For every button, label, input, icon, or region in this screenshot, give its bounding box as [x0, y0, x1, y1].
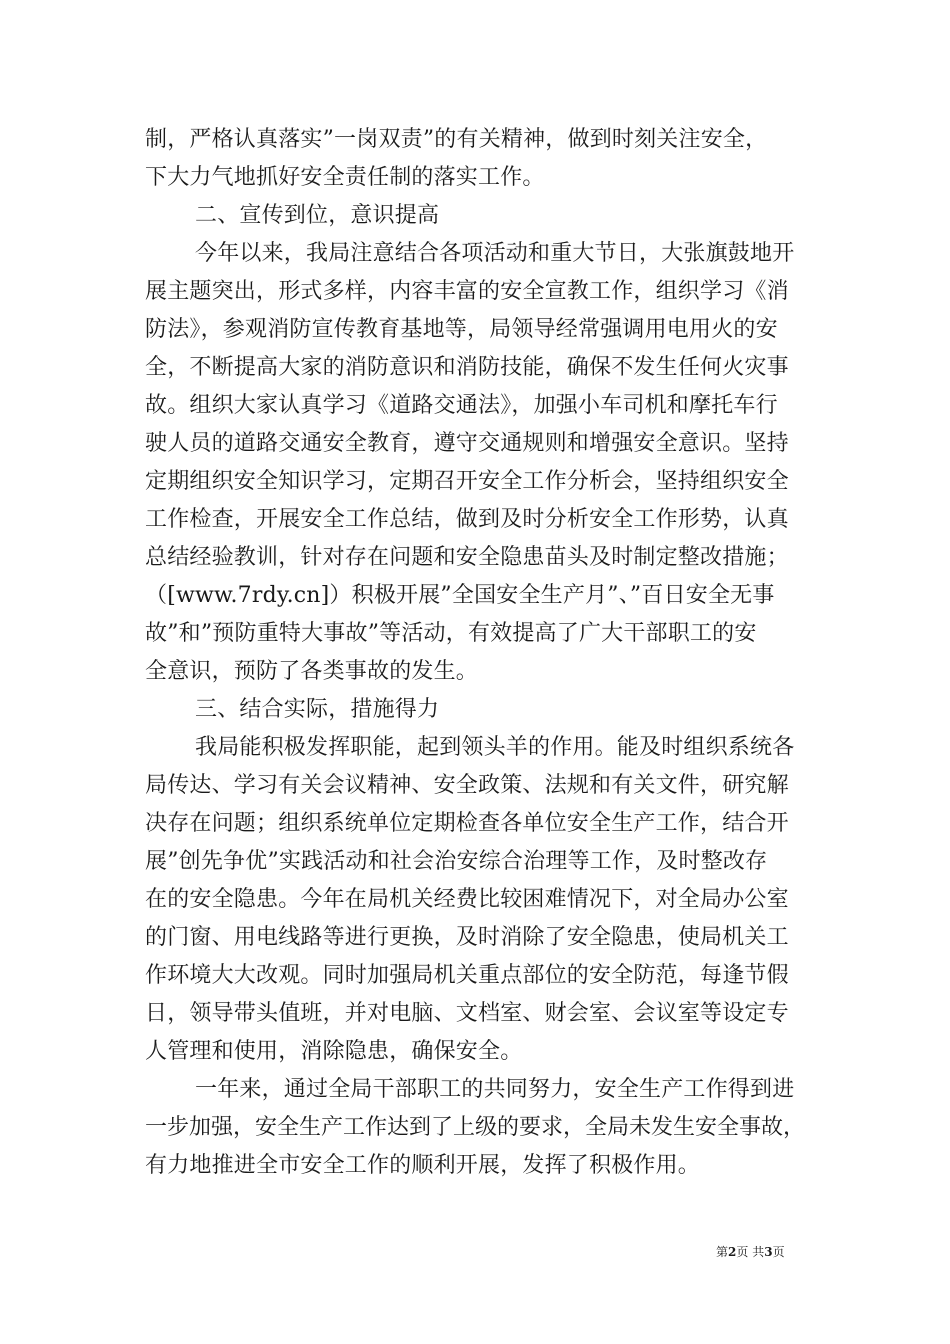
text-line: 三、结合实际，措施得力	[195, 697, 440, 722]
text-line: 我局能积极发挥职能，起到领头羊的作用。能及时组织系统各	[195, 735, 795, 760]
text-line: 驶人员的道路交通安全教育，遵守交通规则和增强安全意识。坚持	[145, 431, 789, 456]
text-line: 故”和”预防重特大事故”等活动，有效提高了广大干部职工的安	[145, 621, 757, 646]
text-line: 日，领导带头值班，并对电脑、文档室、财会室、会议室等设定专	[145, 1001, 789, 1026]
footer-prefix: 第	[716, 1245, 729, 1259]
text-line: 作环境大大改观。同时加强局机关重点部位的安全防范，每逢节假	[145, 963, 789, 988]
text-line: 故。组织大家认真学习《道路交通法》，加强小车司机和摩托车行	[145, 393, 778, 418]
document-body	[145, 121, 810, 1185]
text-line: 防法》，参观消防宣传教育基地等，局领导经常强调用电用火的安	[145, 317, 778, 342]
text-line: 有力地推进全市安全工作的顺利开展，发挥了积极作用。	[145, 1153, 701, 1178]
page-number-footer	[716, 1244, 785, 1260]
text-line: 一年来，通过全局干部职工的共同努力，安全生产工作得到进	[195, 1077, 795, 1102]
text-line: 二、宣传到位，意识提高	[195, 203, 440, 228]
total-page-count: 3	[764, 1245, 773, 1259]
text-line: 全意识，预防了各类事故的发生。	[145, 659, 479, 684]
text-line: 局传达、学习有关会议精神、安全政策、法规和有关文件，研究解	[145, 773, 789, 798]
text-line: 下大力气地抓好安全责任制的落实工作。	[145, 165, 545, 190]
text-line: 一步加强，安全生产工作达到了上级的要求，全局未发生安全事故，	[145, 1115, 806, 1140]
text-line: 人管理和使用，消除隐患，确保安全。	[145, 1039, 523, 1064]
text-line: 总结经验教训，针对存在问题和安全隐患苗头及时制定整改措施；	[145, 545, 789, 570]
text-line: 工作检查，开展安全工作总结，做到及时分析安全工作形势，认真	[145, 507, 789, 532]
text-line: 展”创先争优”实践活动和社会治安综合治理等工作，及时整改存	[145, 849, 768, 874]
footer-suffix: 页	[772, 1245, 785, 1259]
text-line: 今年以来，我局注意结合各项活动和重大节日，大张旗鼓地开	[195, 241, 795, 266]
text-line: 在的安全隐患。今年在局机关经费比较困难情况下，对全局办公室	[145, 887, 789, 912]
text-line: 制，严格认真落实”一岗双责”的有关精神，做到时刻关注安全，	[145, 127, 768, 152]
text-line: 决存在问题；组织系统单位定期检查各单位安全生产工作，结合开	[145, 811, 789, 836]
current-page-number: 2	[728, 1245, 737, 1259]
footer-middle: 页 共	[736, 1245, 765, 1259]
text-line: 定期组织安全知识学习，定期召开安全工作分析会，坚持组织安全	[145, 469, 789, 494]
text-line: 全，不断提高大家的消防意识和消防技能，确保不发生任何火灾事	[145, 355, 789, 380]
text-line: （[www.7rdy.cn]）积极开展”全国安全生产月”、”百日安全无事	[145, 583, 775, 608]
text-line: 展主题突出，形式多样，内容丰富的安全宣教工作，组织学习《消	[145, 279, 789, 304]
text-line: 的门窗、用电线路等进行更换，及时消除了安全隐患，使局机关工	[145, 925, 789, 950]
